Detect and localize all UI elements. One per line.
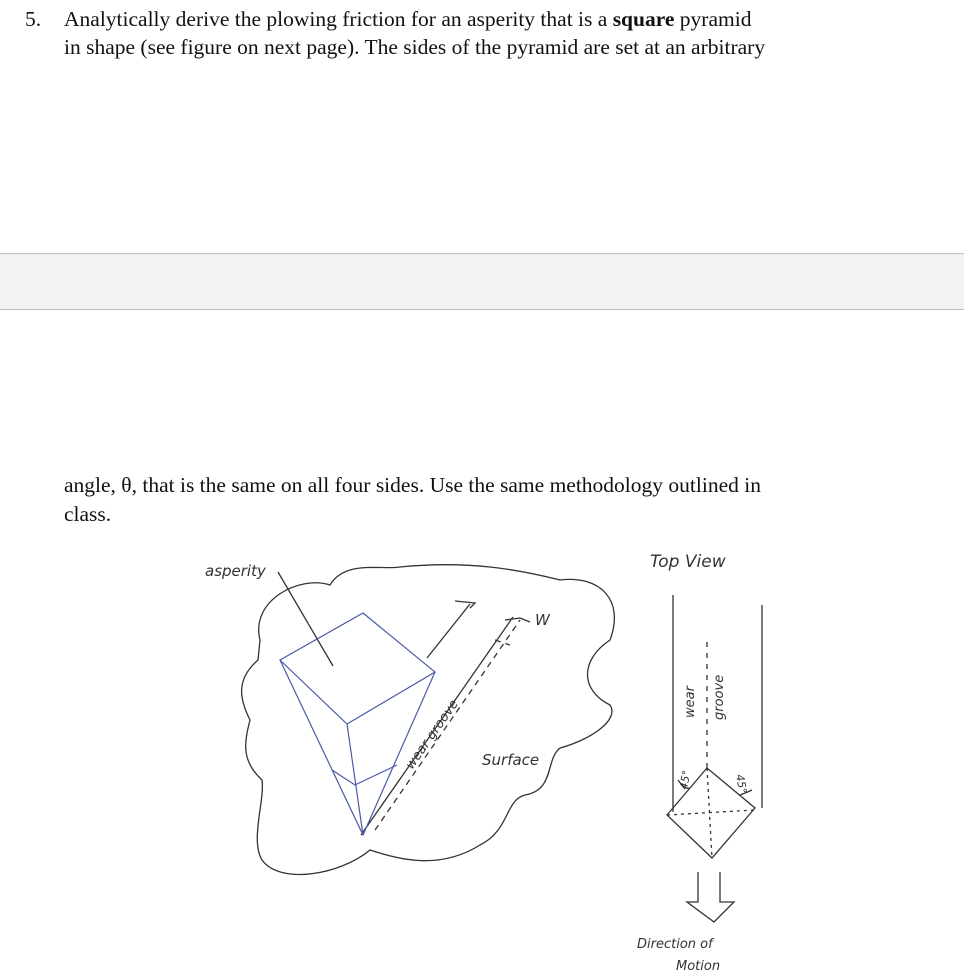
question-text: Analytically derive the plowing friction for an asperity that is a [64,7,613,31]
label-angle-left: 45° [677,769,694,791]
question-line-4: class. [64,502,112,526]
emphasis-square: square [612,7,675,31]
label-direction: Direction of [637,937,713,952]
label-motion: Motion [676,959,721,974]
pyramid-drawing [280,613,435,835]
direction-arrow-icon [687,872,734,922]
label-asperity: asperity [205,562,266,580]
label-top-view: Top View [650,552,726,572]
label-angle-right: 45° [733,773,750,795]
question-line-2: in shape (see figure on next page). The sides of the pyramid are set at an arbitrary [64,35,766,59]
question-text: pyramid [674,7,752,31]
surface-outline [242,565,615,875]
question-line-3: angle, θ, that is the same on all four sides. Use the same methodology outlined in [64,473,761,497]
asperity-pointer [278,572,333,666]
w-arrow-left [427,601,475,658]
label-surface: Surface [482,751,540,769]
label-wear-groove: wear groove [402,697,462,773]
label-wear: wear [683,686,698,718]
top-view-drawing [667,595,762,922]
question-number: 5. [25,7,42,31]
label-groove: groove [712,674,727,720]
label-w: W [535,611,550,629]
